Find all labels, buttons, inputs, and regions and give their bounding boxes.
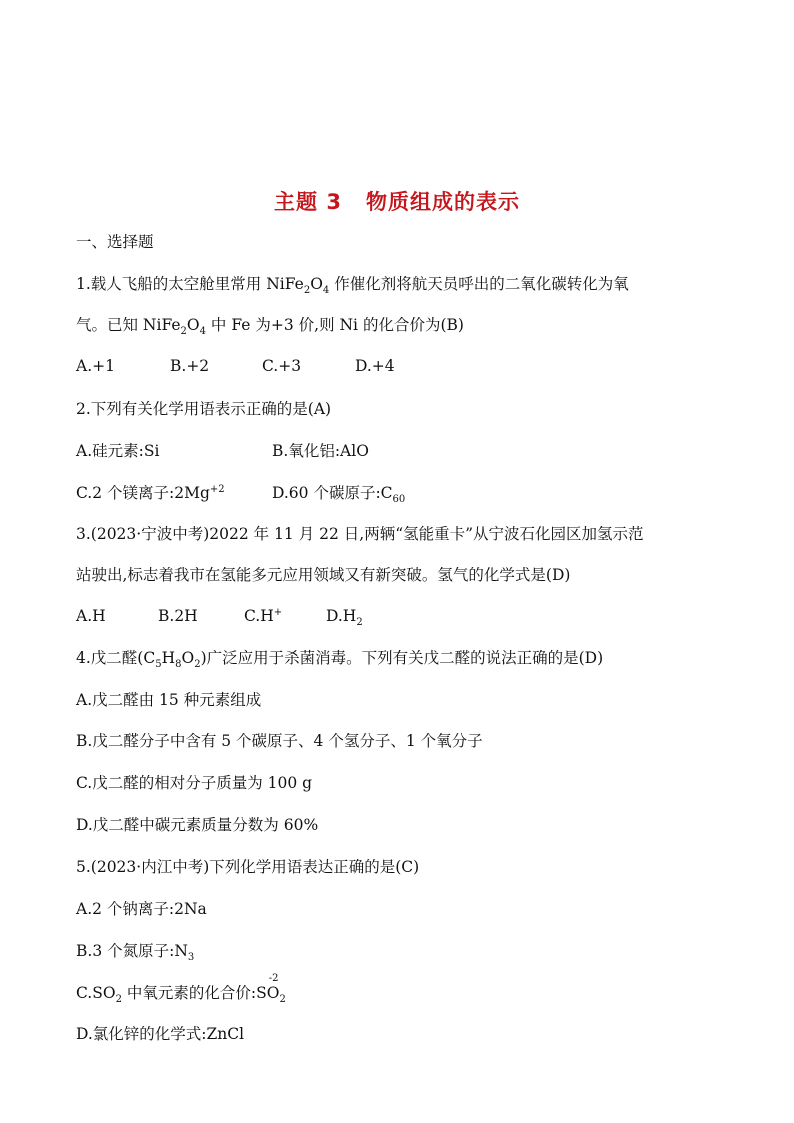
q3-option-d: $D.H_2$ <box>326 607 363 628</box>
q5-option-c: $C.SO_2$ 中氧元素的化合价:S -2 $O_2$ <box>76 982 286 1004</box>
q5-option-b: B.3 个氮原子$:N_3$ <box>76 942 195 963</box>
valence-mark: -2 <box>268 973 279 984</box>
q1-option-c: C.+3 <box>262 357 302 375</box>
q2-option-b: B.氧化铝:AlO <box>272 442 369 460</box>
page-title <box>0 186 794 216</box>
q2-option-d: D.60 个碳原子$:C_{60}$ <box>272 484 406 505</box>
q3-option-a: A.H <box>76 607 106 625</box>
q4-stem: 4.戊二醛$(C_5H_8O_2)$广泛应用于杀菌消毒。下列有关戊二醛的说法正确的是(D) <box>76 649 604 670</box>
q5-option-a: A.2 个钠离子:2Na <box>76 900 207 918</box>
q4-option-b: B.戊二醛分子中含有 5 个碳原子、4 个氢分子、1 个氧分子 <box>76 732 483 750</box>
q4-option-a: A.戊二醛由 15 种元素组成 <box>76 691 262 709</box>
q3-option-b: B.2H <box>158 607 198 625</box>
title-main: 主题 3 <box>274 190 342 214</box>
q2-stem: 2.下列有关化学用语表示正确的是(A) <box>76 400 332 418</box>
q2-option-c: C.2 个镁离子$:2Mg^{+2}$ <box>76 484 225 502</box>
q4-option-d: D.戊二醛中碳元素质量分数为 60% <box>76 816 319 834</box>
section-heading: 一、选择题 <box>76 233 154 251</box>
q5-option-d: D.氯化锌的化学式:ZnCl <box>76 1025 245 1043</box>
q3-stem-line1: 3.(2023·宁波中考)2022 年 11 月 22 日,两辆“氢能重卡”从宁波石化园区加氢示范 <box>76 525 644 543</box>
q1-option-b: B.+2 <box>170 357 210 375</box>
q3-stem-line2: 站驶出,标志着我市在氢能多元应用领域又有新突破。氢气的化学式是(D) <box>76 566 571 584</box>
q1-stem-line2: 气。已知 $NiFe_2O_4$ 中 Fe 为+3 价,则 Ni 的化合价为(B) <box>76 316 464 337</box>
q5-stem: 5.(2023·内江中考)下列化学用语表达正确的是(C) <box>76 858 420 876</box>
q2-option-a: A.硅元素:Si <box>76 442 160 460</box>
q1-stem-line1: 1.载人飞船的太空舱里常用 $NiFe_2O_4$ 作催化剂将航天员呼出的二氧化碳转化为氧 <box>76 275 629 296</box>
title-sub: 物质组成的表示 <box>365 190 520 214</box>
q3-option-c: C.H+ <box>244 607 283 625</box>
q1-option-d: D.+4 <box>355 357 395 375</box>
q1-option-a: A.+1 <box>76 357 115 375</box>
q4-option-c: C.戊二醛的相对分子质量为 100 g <box>76 774 313 792</box>
